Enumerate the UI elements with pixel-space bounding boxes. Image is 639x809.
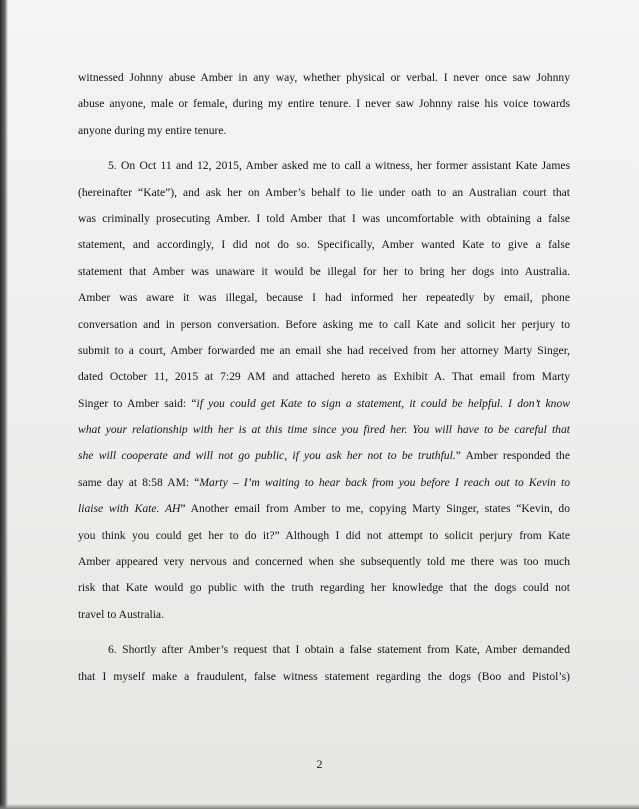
text-line-mixed xyxy=(78,391,570,417)
text-line: travel to Australia. xyxy=(78,607,164,621)
text-run: Singer to Amber said: “ xyxy=(78,396,197,410)
text-line: (hereinafter “Kate”), and ask her on Amber’s behalf to lie under oath to an Australian court that xyxy=(78,185,570,199)
text-line: Amber appeared very nervous and concerned when she subsequently told me there was too much xyxy=(78,555,570,569)
text-run: ” Another email from Amber to me, copying Marty Singer, states “Kevin, do xyxy=(180,502,570,516)
text-run: ” Amber responded the xyxy=(455,449,570,463)
text-line: submit to a court, Amber forwarded me an email she had received from her attorney Marty Singer, xyxy=(78,343,570,357)
text-line: dated October 11, 2015 at 7:29 AM and attached hereto as Exhibit A. That email from Marty xyxy=(78,370,570,384)
text-line: risk that Kate would go public with the truth regarding her knowledge that the dogs could not xyxy=(78,581,570,595)
text-line: Amber was aware it was illegal, because I had informed her repeatedly by email, phone xyxy=(78,291,570,305)
text-line: statement, and accordingly, I did not do so. Specifically, Amber wanted Kate to give a false xyxy=(78,238,570,252)
text-line: was criminally prosecuting Amber. I told Amber that I was uncomfortable with obtaining a false xyxy=(78,211,570,225)
text-line: you think you could get her to do it?” Although I did not attempt to solicit perjury from Kate xyxy=(78,528,570,542)
text-line: conversation and in person conversation. Before asking me to call Kate and solicit her perjury to xyxy=(78,317,570,331)
text-line-mixed xyxy=(78,496,570,522)
quoted-email-text: if you could get Kate to sign a statement, it could be helpful. I don’t know xyxy=(196,396,570,410)
declaration-body xyxy=(78,65,570,690)
text-line: 6. Shortly after Amber’s request that I obtain a false statement from Kate, Amber demanded xyxy=(108,643,570,657)
paragraph-6 xyxy=(78,637,570,690)
paragraph-continuation xyxy=(78,65,570,144)
text-line: statement that Amber was unaware it would be illegal for her to bring her dogs into Australia. xyxy=(78,264,570,278)
text-line: anyone during my entire tenure. xyxy=(78,123,227,137)
text-line-mixed xyxy=(78,443,570,469)
text-run: same day at 8:58 AM: “ xyxy=(78,475,200,489)
text-line: 5. On Oct 11 and 12, 2015, Amber asked me to call a witness, her former assistant Kate James xyxy=(108,159,570,173)
quoted-email-text: liaise with Kate. AH xyxy=(78,502,181,516)
page-number: 2 xyxy=(316,757,323,771)
quoted-email-text: Marty – I’m waiting to hear back from you before I reach out to Kevin to xyxy=(199,475,570,489)
text-line: that I myself make a fraudulent, false witness statement regarding the dogs (Boo and Pistol’s) xyxy=(78,669,570,683)
paragraph-5 xyxy=(78,153,570,628)
text-line: abuse anyone, male or female, during my entire tenure. I never saw Johnny raise his voice towards xyxy=(78,97,570,111)
text-line-mixed xyxy=(78,470,570,496)
quoted-email-text: she will cooperate and will not go public, if you ask her not to be truthful. xyxy=(78,449,456,463)
scan-shadow-left xyxy=(0,0,8,809)
scan-shadow-bottom xyxy=(0,804,639,809)
quoted-email-text: what your relationship with her is at this time since you fired her. You will have to be careful that xyxy=(78,423,570,437)
text-line: witnessed Johnny abuse Amber in any way, whether physical or verbal. I never once saw Johnny xyxy=(78,71,570,84)
